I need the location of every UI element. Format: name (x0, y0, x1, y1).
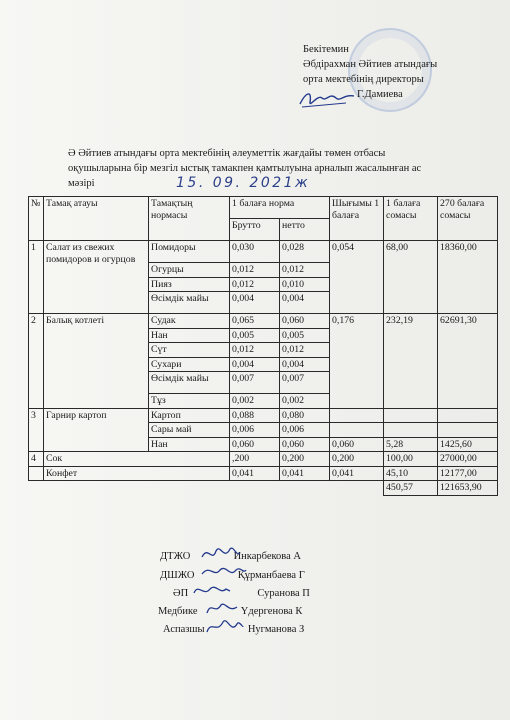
signature-role-2: ДШЖО (160, 570, 195, 581)
ingredient-name: Сухари (149, 357, 230, 372)
dish-number: 3 (29, 408, 44, 452)
netto-value: 0,200 (280, 452, 330, 467)
brutto-value: 0,004 (230, 357, 280, 372)
netto-value: 0,012 (280, 263, 330, 278)
signature-role-5: Аспазшы (163, 624, 205, 635)
netto-value: 0,028 (280, 241, 330, 263)
signature-name-5: Нугманова З (247, 624, 305, 635)
signature-scribble-3 (192, 581, 232, 601)
netto-value: 0,002 (280, 394, 330, 409)
signature-name-1: Инкарбекова А (233, 551, 301, 562)
total-sum-270: 121653,90 (438, 481, 498, 496)
brutto-value: 0,041 (230, 466, 280, 481)
header-no: № (29, 197, 44, 241)
brutto-value: 0,004 (230, 292, 280, 314)
dish-number: 2 (29, 314, 44, 409)
signature-role-4: Медбике (158, 606, 198, 617)
per-child-sum: 45,10 (384, 466, 438, 481)
netto-value: 0,010 (280, 277, 330, 292)
ingredient-name: Өсімдік майы (149, 372, 230, 394)
brutto-value: 0,030 (230, 241, 280, 263)
dish-name: Сок (44, 452, 230, 467)
heading-line-1: Ә Әйтиев атындағы орта мектебінің әлеуметтік жағдайы төмен отбасы (68, 148, 386, 159)
netto-value: 0,060 (280, 314, 330, 329)
sum-270: 62691,30 (438, 314, 498, 409)
total-per-child-sum: 450,57 (384, 481, 438, 496)
brutto-value: 0,065 (230, 314, 280, 329)
brutto-value: 0,006 (230, 423, 280, 438)
consumption-value: 0,060 (330, 437, 384, 452)
netto-value: 0,080 (280, 408, 330, 423)
ingredient-name: Сары май (149, 423, 230, 438)
netto-value: 0,005 (280, 328, 330, 343)
ingredient-name: Тұз (149, 394, 230, 409)
netto-value: 0,004 (280, 357, 330, 372)
netto-value: 0,041 (280, 466, 330, 481)
consumption-value: 0,054 (330, 241, 384, 314)
sum-270: 1425,60 (438, 437, 498, 452)
per-child-sum: 232,19 (384, 314, 438, 409)
signature-name-2: Құрманбаева Г (237, 570, 305, 581)
ingredient-name: Өсімдік майы (149, 292, 230, 314)
brutto-value: 0,012 (230, 263, 280, 278)
sum-270: 27000,00 (438, 452, 498, 467)
brutto-value: 0,012 (230, 277, 280, 292)
dish-name: Гарнир картоп (44, 408, 149, 452)
brutto-value: 0,002 (230, 394, 280, 409)
dish-name: Конфет (44, 466, 230, 481)
brutto-value: 0,012 (230, 343, 280, 358)
header-per-child-norm: 1 балаға норма (230, 197, 330, 219)
heading-line-2: оқушыларына бір мезгіл ыстық тамакпен қамтылуына арналып жасалынған ас (68, 163, 422, 174)
consumption-value: 0,200 (330, 452, 384, 467)
signature-role-1: ДТЖО (160, 551, 191, 562)
signature-scribble-2 (200, 562, 248, 582)
brutto-value: 0,007 (230, 372, 280, 394)
approval-name: Г.Дамиева (357, 89, 403, 100)
header-dish: Тамақ атауы (44, 197, 149, 241)
approval-title: Бекітемин (303, 44, 349, 55)
signature-name-4: Үдергенова К (240, 606, 303, 617)
ingredient-name: Огурцы (149, 263, 230, 278)
brutto-value: 0,005 (230, 328, 280, 343)
header-sum-270: 270 балаға сомасы (438, 197, 498, 241)
header-norm: Тамақтың нормасы (149, 197, 230, 241)
header-consumption: Шығымы 1 балаға (330, 197, 384, 241)
ingredient-name: Судак (149, 314, 230, 329)
header-brutto: Брутто (230, 219, 280, 241)
ingredient-name: Помидоры (149, 241, 230, 263)
netto-value: 0,006 (280, 423, 330, 438)
dish-number: 4 (29, 452, 44, 467)
per-child-sum: 100,00 (384, 452, 438, 467)
dish-name: Салат из свежих помидоров и огурцов (44, 241, 149, 314)
brutto-value: ,200 (230, 452, 280, 467)
dish-number: 1 (29, 241, 44, 314)
per-child-sum: 5,28 (384, 437, 438, 452)
per-child-sum: 68,00 (384, 241, 438, 314)
heading-line-3: мәзірі (68, 178, 95, 189)
netto-value: 0,007 (280, 372, 330, 394)
ingredient-name: Пияз (149, 277, 230, 292)
header-netto: нетто (280, 219, 330, 241)
signature-scribble-5 (205, 616, 245, 638)
ingredient-name: Нан (149, 437, 230, 452)
dish-name: Балық котлеті (44, 314, 149, 409)
approval-line-2: орта мектебінің директоры (303, 74, 424, 85)
ingredient-name: Сүт (149, 343, 230, 358)
brutto-value: 0,088 (230, 408, 280, 423)
consumption-value: 0,176 (330, 314, 384, 409)
ingredient-name: Нан (149, 328, 230, 343)
brutto-value: 0,060 (230, 437, 280, 452)
consumption-value: 0,041 (330, 466, 384, 481)
header-per-child-sum: 1 балаға сомасы (384, 197, 438, 241)
netto-value: 0,060 (280, 437, 330, 452)
signature-name-3: Суранова П (257, 588, 310, 599)
netto-value: 0,012 (280, 343, 330, 358)
netto-value: 0,004 (280, 292, 330, 314)
handwritten-date: 15. 09. 2021ж (176, 175, 311, 191)
approval-line-1: Әбдірахман Әйтиев атындағы (303, 59, 438, 70)
sum-270: 12177,00 (438, 466, 498, 481)
signature-role-3: ӘП (173, 588, 189, 599)
sum-270: 18360,00 (438, 241, 498, 314)
ingredient-name: Картоп (149, 408, 230, 423)
